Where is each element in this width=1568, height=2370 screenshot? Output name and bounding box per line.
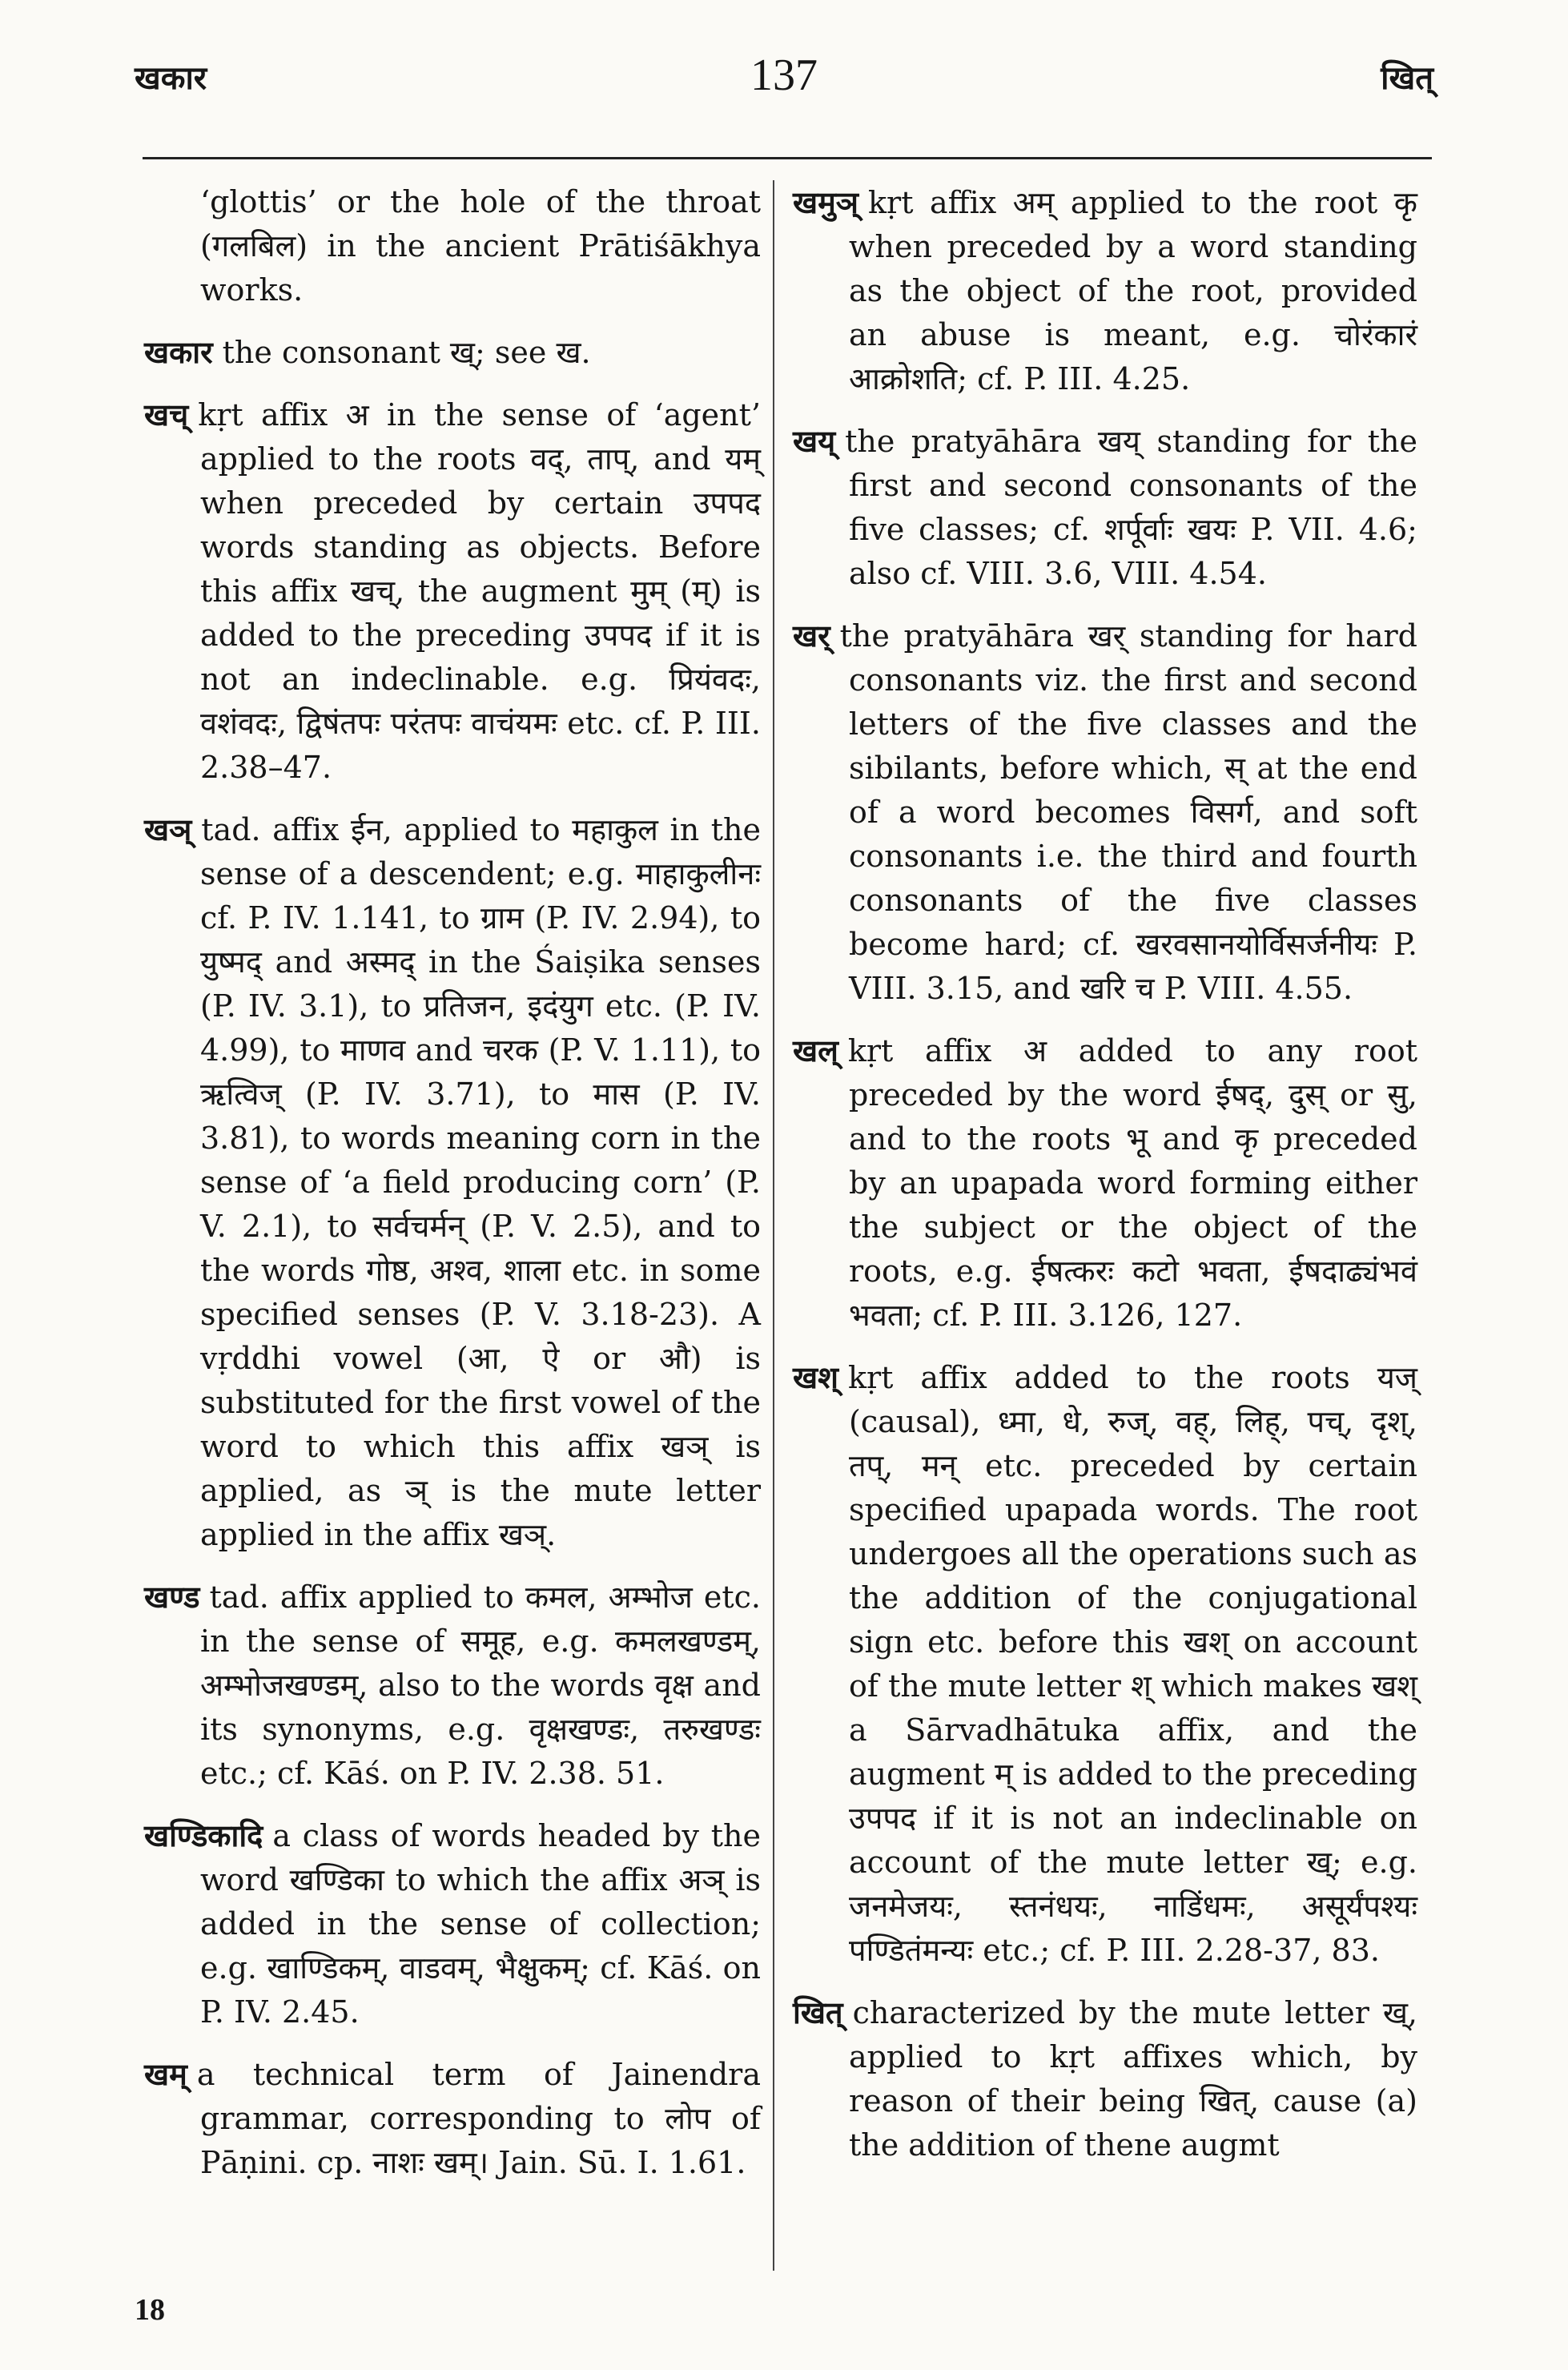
entry-headword: खकार	[144, 334, 213, 370]
entry	[144, 330, 761, 375]
entry-headword: खम्	[144, 2056, 187, 2092]
entry	[793, 1990, 1417, 2167]
right-column	[793, 180, 1417, 2185]
entry-text: tad. affix ईन, applied to महाकुल in the sense of a descendent; e.g. माहाकुलीनः cf. P. IV. 1.141, to ग्राम (P. IV. 2.94), to युष्मद् and अस्मद् in the Śaiṣika senses (P. IV. 3.1), to प्रतिजन, इदंयुग etc. (P. IV. 4.99), to माणव and चरक (P. V. 1.11), to ऋत्विज् (P. IV. 3.71), to मास (P. IV. 3.81), to words meaning corn in the sense of ‘a field producing corn’ (P. V. 2.1), to सर्वचर्मन् (P. V. 2.5), and to the words गोष्ठ, अश्व, शाला etc. in some specified senses (P. V. 3.18-23). A vṛddhi vowel (आ, ऐ or औ) is substituted for the first vowel of the word to which this affix खञ् is applied, as ञ् is the mute letter applied in the affix खञ्.	[200, 812, 761, 1552]
entry-headword: खल्	[793, 1032, 838, 1068]
entry-headword: खित्	[793, 1994, 843, 2030]
entry	[144, 180, 761, 312]
entry-text: kṛt affix added to the roots यज् (causal), ध्मा, धे, रुज्, वह्, लिह्, पच्, दृश्, तप्, मन् etc. preceded by certain specified upapada words. The root undergoes all the operations such as the addition of the conjugational sign etc. before this खश् on account of the mute letter श् which makes खश् a Sārvadhātuka affix, and the augment म् is added to the preceding उपपद if it is not an indeclinable on account of the mute letter ख्; e.g. जनमेजयः, स्तनंधयः, नाडिंधमः, असूर्यंपश्यः पण्डितंमन्यः etc.; cf. P. III. 2.28-37, 83.	[847, 1360, 1417, 1968]
entry-text: characterized by the mute letter ख्, applied to kṛt affixes which, by reason of their being खित्, cause (a) the addition of thene augmt	[849, 1995, 1417, 2163]
entry	[793, 614, 1417, 1011]
entry	[144, 392, 761, 790]
entry-headword: खण्ड	[144, 1579, 200, 1615]
entry-text: the pratyāhāra खर् standing for hard consonants viz. the first and second letters of the five classes and the sibilants, before which, स् at the end of a word becomes विसर्ग, and soft consonants i.e. the third and fourth consonants of the five classes become hard; cf. खरवसानयोर्विसर्जनीयः P. VIII. 3.15, and खरि च P. VIII. 4.55.	[839, 618, 1417, 1006]
header-rule	[143, 157, 1432, 159]
entry-text: tad. affix applied to कमल, अम्भोज etc. in the sense of समूह, e.g. कमलखण्डम्, अम्भोजखण्डम्, also to the words वृक्ष and its synonyms, e.g. वृक्षखण्डः, तरुखण्डः etc.; cf. Kāś. on P. IV. 2.38. 51.	[200, 1579, 761, 1791]
entry	[144, 807, 761, 1557]
page-number: 137	[750, 50, 818, 100]
entry-text: kṛt affix अ added to any root preceded by the word ईषद्, दुस् or सु, and to the roots भू and कृ preceded by an upapada word forming either the subject or the object of the roots, e.g. ईषत्करः कटो भवता, ईषदाढ्यंभवं भवता; cf. P. III. 3.126, 127.	[847, 1033, 1417, 1333]
entry-headword: खमुञ्	[793, 184, 859, 220]
entry	[144, 2052, 761, 2185]
left-column	[144, 180, 761, 2203]
entry	[144, 1813, 761, 2034]
entry	[793, 180, 1417, 401]
entry-text: kṛt affix अ in the sense of ‘agent’ applied to the roots वद्, ताप्, and यम् when preceded by certain उपपद words standing as objects. Before this affix खच्, the augment मुम् (म्) is added to the preceding उपपद if it is not an indeclinable. e.g. प्रियंवदः, वशंवदः, द्विषंतपः परंतपः वाचंयमः etc. cf. P. III. 2.38–47.	[198, 397, 761, 785]
entry-headword: खश्	[793, 1359, 838, 1395]
entry-headword: खय्	[793, 423, 836, 459]
entry-text: a technical term of Jainendra grammar, corresponding to लोप of Pāṇini. cp. नाशः खम्। Jain. Sū. I. 1.61.	[196, 2057, 761, 2180]
running-head-right: खित्	[1381, 59, 1433, 97]
entry-text: the consonant ख्; see ख.	[222, 335, 591, 370]
running-head-left: खकार	[135, 59, 207, 97]
entry-headword: खर्	[793, 618, 830, 654]
entry-headword: खच्	[144, 396, 189, 433]
entry	[793, 1355, 1417, 1973]
entry	[793, 1028, 1417, 1338]
entry-text: ‘glottis’ or the hole of the throat (गलबिल) in the ancient Prātiśākhya works.	[200, 184, 761, 308]
entry-text: kṛt affix अम् applied to the root कृ when preceded by a word standing as the object of the root, provided an abuse is meant, e.g. चोरंकारं आक्रोशति; cf. P. III. 4.25.	[849, 185, 1417, 396]
column-divider	[773, 180, 774, 2271]
entry-headword: खण्डिकादि	[144, 1817, 263, 1853]
entry	[144, 1575, 761, 1796]
signature-mark: 18	[135, 2293, 165, 2327]
entry-text: the pratyāhāra खय् standing for the first and second consonants of the five classes; cf. शर्पूर्वाः खयः P. VII. 4.6; also cf. VIII. 3.6, VIII. 4.54.	[845, 424, 1417, 591]
entry	[793, 419, 1417, 596]
entry-text: a class of words headed by the word खण्डिका to which the affix अञ् is added in the sense of collection; e.g. खाण्डिकम्, वाडवम्, भैक्षुकम्; cf. Kāś. on P. IV. 2.45.	[200, 1818, 761, 2030]
entry-headword: खञ्	[144, 811, 192, 847]
